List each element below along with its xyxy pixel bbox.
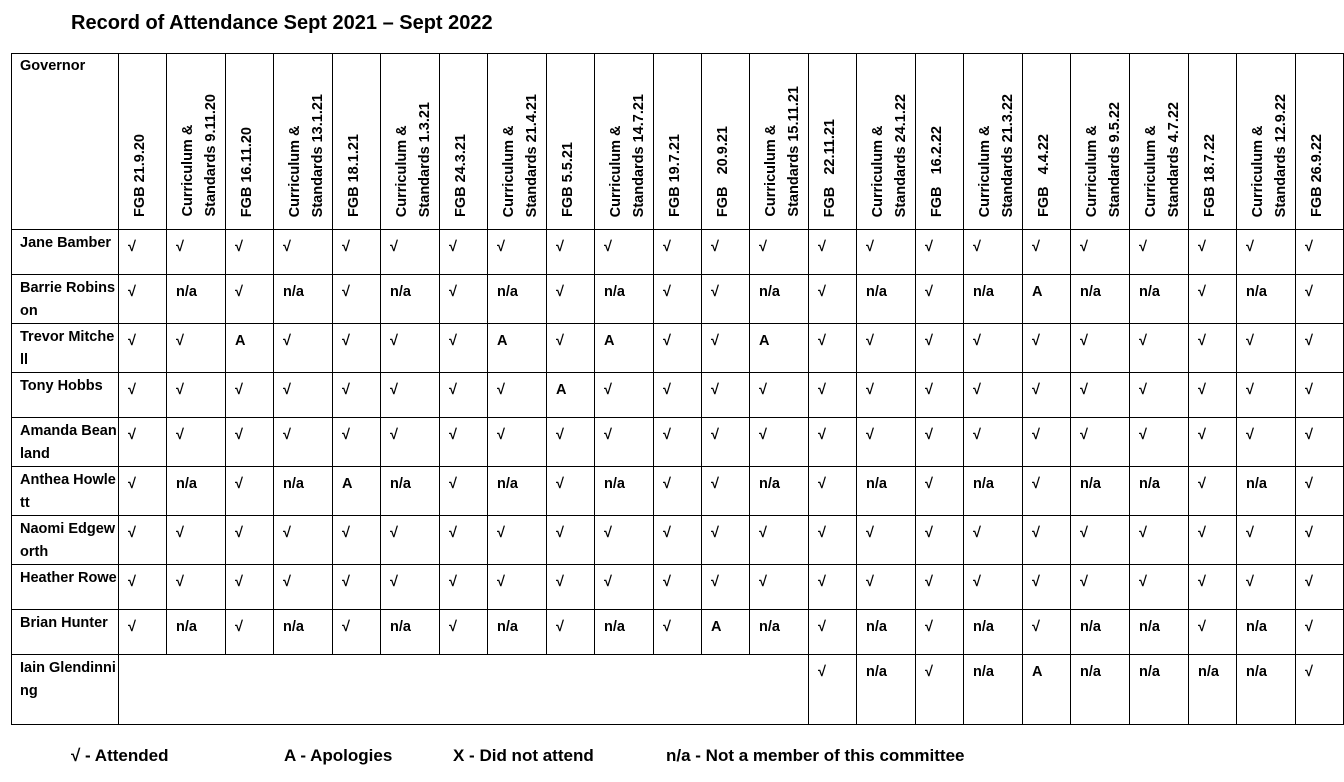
column-header xyxy=(702,54,750,230)
attendance-cell: √ xyxy=(654,610,702,655)
table-row xyxy=(12,565,1344,610)
attendance-cell: √ xyxy=(440,516,488,565)
attendance-cell: √ xyxy=(1296,565,1344,610)
column-header-label: Curriculum & Standards 9.5.22 xyxy=(1084,101,1123,217)
column-header-label: Curriculum & Standards 12.9.22 xyxy=(1250,93,1289,217)
attendance-cell: n/a xyxy=(381,610,440,655)
column-header xyxy=(1189,54,1237,230)
attendance-cell: n/a xyxy=(964,275,1023,324)
column-header-label: FGB 16.11.20 xyxy=(239,126,255,217)
attendance-cell: √ xyxy=(226,230,274,275)
column-header xyxy=(750,54,809,230)
attendance-cell: √ xyxy=(1071,418,1130,467)
attendance-cell: n/a xyxy=(595,467,654,516)
attendance-cell: √ xyxy=(440,418,488,467)
attendance-cell: √ xyxy=(857,230,916,275)
column-header-label: FGB 5.5.21 xyxy=(560,142,576,217)
column-header xyxy=(654,54,702,230)
attendance-cell: √ xyxy=(809,275,857,324)
attendance-cell: A xyxy=(1023,275,1071,324)
column-header-label: FGB 16.2.22 xyxy=(929,125,945,217)
attendance-cell: √ xyxy=(964,565,1023,610)
governor-name: Brian Hunter xyxy=(12,610,119,655)
governor-name: Barrie Robinson xyxy=(12,275,119,324)
attendance-cell: A xyxy=(333,467,381,516)
column-header-label: FGB 20.9.21 xyxy=(715,125,731,217)
attendance-cell: √ xyxy=(1071,516,1130,565)
attendance-cell: √ xyxy=(226,467,274,516)
attendance-cell: √ xyxy=(916,516,964,565)
attendance-cell: √ xyxy=(809,373,857,418)
column-header-label: FGB 24.3.21 xyxy=(453,133,469,217)
attendance-cell: √ xyxy=(1023,565,1071,610)
column-header-label: Curriculum & Standards 9.11.20 xyxy=(180,94,219,217)
column-header xyxy=(226,54,274,230)
attendance-cell: √ xyxy=(167,230,226,275)
legend-not-member: n/a - Not a member of this committee xyxy=(666,746,965,765)
column-header-label: Curriculum & Standards 24.1.22 xyxy=(870,93,909,217)
page-title: Record of Attendance Sept 2021 – Sept 2022 xyxy=(71,12,493,34)
attendance-cell: √ xyxy=(119,275,167,324)
attendance-cell: √ xyxy=(333,565,381,610)
attendance-cell: √ xyxy=(654,516,702,565)
attendance-cell: √ xyxy=(1296,324,1344,373)
attendance-cell: √ xyxy=(226,275,274,324)
attendance-cell: √ xyxy=(809,467,857,516)
attendance-cell: √ xyxy=(1189,516,1237,565)
attendance-cell: √ xyxy=(226,565,274,610)
column-header-label: Curriculum & Standards 21.3.22 xyxy=(977,93,1016,217)
attendance-cell: √ xyxy=(595,230,654,275)
attendance-cell: √ xyxy=(1189,565,1237,610)
attendance-cell: √ xyxy=(1130,565,1189,610)
column-header-label: Curriculum & Standards 4.7.22 xyxy=(1143,101,1182,217)
attendance-cell: √ xyxy=(916,230,964,275)
column-header-label: Curriculum & Standards 21.4.21 xyxy=(501,93,540,217)
attendance-cell: n/a xyxy=(1237,467,1296,516)
attendance-cell: A xyxy=(595,324,654,373)
attendance-cell: n/a xyxy=(964,467,1023,516)
attendance-cell: √ xyxy=(654,565,702,610)
attendance-cell: √ xyxy=(595,373,654,418)
attendance-cell: √ xyxy=(167,324,226,373)
attendance-cell: √ xyxy=(381,516,440,565)
attendance-cell: √ xyxy=(167,418,226,467)
attendance-cell: n/a xyxy=(750,467,809,516)
attendance-cell: √ xyxy=(1237,324,1296,373)
attendance-cell: √ xyxy=(1130,373,1189,418)
column-header xyxy=(809,54,857,230)
attendance-cell: √ xyxy=(702,373,750,418)
legend-apologies: A - Apologies xyxy=(284,746,393,765)
attendance-cell: √ xyxy=(809,610,857,655)
attendance-cell: √ xyxy=(333,610,381,655)
column-header xyxy=(547,54,595,230)
attendance-cell: n/a xyxy=(1071,610,1130,655)
attendance-cell: √ xyxy=(916,275,964,324)
table-row xyxy=(12,418,1344,467)
attendance-cell: √ xyxy=(274,324,333,373)
attendance-cell: n/a xyxy=(167,610,226,655)
attendance-cell: n/a xyxy=(857,610,916,655)
attendance-cell: n/a xyxy=(857,655,916,725)
attendance-cell: √ xyxy=(1071,565,1130,610)
attendance-cell: √ xyxy=(1237,516,1296,565)
attendance-cell: √ xyxy=(1237,373,1296,418)
attendance-cell: n/a xyxy=(488,610,547,655)
attendance-cell: √ xyxy=(1237,418,1296,467)
attendance-cell: √ xyxy=(440,373,488,418)
attendance-cell: n/a xyxy=(488,467,547,516)
attendance-cell: n/a xyxy=(488,275,547,324)
attendance-cell: √ xyxy=(547,275,595,324)
attendance-cell: √ xyxy=(809,230,857,275)
attendance-cell: √ xyxy=(1023,516,1071,565)
governor-column-header: Governor xyxy=(12,54,119,230)
attendance-cell: √ xyxy=(1023,467,1071,516)
column-header-label: FGB 26.9.22 xyxy=(1309,133,1325,217)
attendance-cell: n/a xyxy=(1130,610,1189,655)
attendance-cell: √ xyxy=(702,516,750,565)
attendance-cell: √ xyxy=(809,565,857,610)
attendance-cell: √ xyxy=(1189,467,1237,516)
attendance-cell: n/a xyxy=(1189,655,1237,725)
attendance-cell: √ xyxy=(547,324,595,373)
attendance-cell: √ xyxy=(119,230,167,275)
attendance-cell: √ xyxy=(226,373,274,418)
attendance-cell: A xyxy=(750,324,809,373)
attendance-cell: √ xyxy=(119,324,167,373)
attendance-cell: √ xyxy=(333,373,381,418)
column-header-label: Curriculum & Standards 14.7.21 xyxy=(608,93,647,217)
attendance-cell: √ xyxy=(1296,275,1344,324)
attendance-cell: A xyxy=(702,610,750,655)
attendance-cell: √ xyxy=(595,565,654,610)
attendance-cell: n/a xyxy=(274,610,333,655)
column-header-label: Curriculum & Standards 13.1.21 xyxy=(287,93,326,217)
attendance-cell: √ xyxy=(1023,610,1071,655)
attendance-cell: √ xyxy=(750,565,809,610)
attendance-cell: √ xyxy=(440,275,488,324)
attendance-cell: √ xyxy=(809,324,857,373)
attendance-cell: √ xyxy=(119,565,167,610)
attendance-cell: √ xyxy=(547,418,595,467)
column-header xyxy=(119,54,167,230)
attendance-cell: √ xyxy=(119,373,167,418)
attendance-cell: √ xyxy=(916,467,964,516)
column-header xyxy=(488,54,547,230)
attendance-cell: √ xyxy=(1237,565,1296,610)
attendance-cell: √ xyxy=(381,324,440,373)
attendance-cell: √ xyxy=(857,373,916,418)
attendance-cell: √ xyxy=(1130,230,1189,275)
column-header xyxy=(333,54,381,230)
attendance-cell: √ xyxy=(167,565,226,610)
attendance-cell: √ xyxy=(964,324,1023,373)
attendance-cell: √ xyxy=(1296,230,1344,275)
attendance-cell: √ xyxy=(809,418,857,467)
attendance-cell: n/a xyxy=(1071,467,1130,516)
attendance-cell: √ xyxy=(440,324,488,373)
attendance-cell: n/a xyxy=(1071,655,1130,725)
attendance-cell: n/a xyxy=(1130,655,1189,725)
attendance-cell: √ xyxy=(1130,418,1189,467)
attendance-cell: √ xyxy=(964,516,1023,565)
attendance-cell: √ xyxy=(333,275,381,324)
attendance-cell: n/a xyxy=(595,275,654,324)
column-header-label: FGB 19.7.21 xyxy=(667,133,683,217)
attendance-cell: √ xyxy=(702,467,750,516)
column-header xyxy=(595,54,654,230)
attendance-cell: √ xyxy=(702,418,750,467)
attendance-cell: n/a xyxy=(381,275,440,324)
table-row xyxy=(12,516,1344,565)
attendance-cell: √ xyxy=(333,230,381,275)
attendance-cell: √ xyxy=(1023,230,1071,275)
attendance-cell: √ xyxy=(440,610,488,655)
attendance-cell: √ xyxy=(750,373,809,418)
attendance-cell: √ xyxy=(1189,324,1237,373)
column-header xyxy=(964,54,1023,230)
attendance-cell: √ xyxy=(547,610,595,655)
governor-name: Trevor Mitchell xyxy=(12,324,119,373)
attendance-cell: √ xyxy=(916,610,964,655)
attendance-cell: √ xyxy=(1189,230,1237,275)
table-row xyxy=(12,655,1344,725)
column-header-label: FGB 18.1.21 xyxy=(346,133,362,217)
governor-name: Heather Rowe xyxy=(12,565,119,610)
column-header xyxy=(274,54,333,230)
attendance-cell: √ xyxy=(916,418,964,467)
attendance-cell: n/a xyxy=(750,610,809,655)
column-header xyxy=(440,54,488,230)
attendance-cell: √ xyxy=(654,230,702,275)
attendance-cell: √ xyxy=(1189,275,1237,324)
attendance-cell: n/a xyxy=(1130,275,1189,324)
attendance-cell: √ xyxy=(488,373,547,418)
attendance-cell: √ xyxy=(1237,230,1296,275)
attendance-cell: n/a xyxy=(964,610,1023,655)
attendance-cell: √ xyxy=(333,418,381,467)
table-row xyxy=(12,324,1344,373)
attendance-cell: √ xyxy=(595,516,654,565)
attendance-cell: √ xyxy=(1189,418,1237,467)
attendance-cell: √ xyxy=(119,418,167,467)
attendance-cell: √ xyxy=(964,418,1023,467)
attendance-cell: A xyxy=(547,373,595,418)
attendance-cell: √ xyxy=(1023,373,1071,418)
attendance-cell: √ xyxy=(595,418,654,467)
column-header-label: FGB 21.9.20 xyxy=(132,133,148,217)
attendance-cell: √ xyxy=(1130,324,1189,373)
column-header xyxy=(1071,54,1130,230)
attendance-cell: √ xyxy=(488,516,547,565)
attendance-cell: n/a xyxy=(274,275,333,324)
attendance-cell: √ xyxy=(274,230,333,275)
attendance-cell: √ xyxy=(381,565,440,610)
attendance-cell: √ xyxy=(547,230,595,275)
attendance-cell: √ xyxy=(119,516,167,565)
column-header-label: Curriculum & Standards 1.3.21 xyxy=(394,101,433,217)
attendance-cell: √ xyxy=(750,516,809,565)
attendance-cell: √ xyxy=(488,418,547,467)
attendance-cell: n/a xyxy=(167,275,226,324)
governor-name: Tony Hobbs xyxy=(12,373,119,418)
attendance-cell: √ xyxy=(167,516,226,565)
attendance-cell: √ xyxy=(167,373,226,418)
attendance-cell: √ xyxy=(547,565,595,610)
attendance-cell: √ xyxy=(226,610,274,655)
attendance-cell: √ xyxy=(857,418,916,467)
table-row xyxy=(12,373,1344,418)
attendance-cell: √ xyxy=(964,230,1023,275)
attendance-cell: √ xyxy=(654,373,702,418)
attendance-cell: √ xyxy=(1296,373,1344,418)
attendance-cell: √ xyxy=(333,516,381,565)
attendance-cell: √ xyxy=(750,418,809,467)
attendance-cell: √ xyxy=(547,467,595,516)
attendance-cell: √ xyxy=(381,230,440,275)
attendance-cell: √ xyxy=(857,516,916,565)
attendance-cell: √ xyxy=(964,373,1023,418)
attendance-cell: √ xyxy=(274,418,333,467)
attendance-cell: n/a xyxy=(1237,655,1296,725)
governor-name: Naomi Edgeworth xyxy=(12,516,119,565)
attendance-cell: A xyxy=(488,324,547,373)
attendance-cell: n/a xyxy=(750,275,809,324)
attendance-cell: n/a xyxy=(1237,275,1296,324)
column-header-label: FGB 18.7.22 xyxy=(1202,133,1218,217)
attendance-cell: √ xyxy=(333,324,381,373)
column-header xyxy=(167,54,226,230)
attendance-table xyxy=(11,53,1344,725)
attendance-cell: n/a xyxy=(1071,275,1130,324)
legend-attended: √ - Attended xyxy=(71,746,169,765)
attendance-cell: √ xyxy=(1189,373,1237,418)
attendance-cell: √ xyxy=(1296,610,1344,655)
attendance-cell: n/a xyxy=(857,467,916,516)
attendance-cell: √ xyxy=(654,275,702,324)
attendance-cell: √ xyxy=(916,565,964,610)
attendance-cell: √ xyxy=(750,230,809,275)
column-header xyxy=(381,54,440,230)
column-header-label: FGB 22.11.21 xyxy=(822,118,838,217)
attendance-cell: √ xyxy=(1023,324,1071,373)
attendance-cell: n/a xyxy=(857,275,916,324)
attendance-cell: n/a xyxy=(1130,467,1189,516)
table-row xyxy=(12,275,1344,324)
column-header xyxy=(1130,54,1189,230)
attendance-cell: √ xyxy=(702,565,750,610)
table-row xyxy=(12,610,1344,655)
attendance-cell: √ xyxy=(857,565,916,610)
governor-name: Anthea Howlett xyxy=(12,467,119,516)
attendance-cell: √ xyxy=(488,565,547,610)
attendance-cell: A xyxy=(1023,655,1071,725)
attendance-cell: √ xyxy=(916,324,964,373)
attendance-cell: A xyxy=(226,324,274,373)
column-header xyxy=(916,54,964,230)
attendance-cell: √ xyxy=(654,467,702,516)
attendance-cell: √ xyxy=(1296,655,1344,725)
attendance-cell: √ xyxy=(274,373,333,418)
column-header-label: FGB 4.4.22 xyxy=(1036,133,1052,217)
column-header xyxy=(1296,54,1344,230)
attendance-cell: √ xyxy=(1296,516,1344,565)
attendance-cell: n/a xyxy=(964,655,1023,725)
attendance-cell: √ xyxy=(226,516,274,565)
attendance-cell: √ xyxy=(702,324,750,373)
attendance-cell: n/a xyxy=(1237,610,1296,655)
attendance-cell: √ xyxy=(547,516,595,565)
header-row xyxy=(12,54,1344,230)
attendance-cell: n/a xyxy=(595,610,654,655)
attendance-cell: √ xyxy=(1023,418,1071,467)
attendance-cell: √ xyxy=(274,516,333,565)
column-header xyxy=(857,54,916,230)
attendance-cell: √ xyxy=(702,275,750,324)
table-row xyxy=(12,230,1344,275)
attendance-cell: √ xyxy=(654,418,702,467)
attendance-cell: √ xyxy=(274,565,333,610)
attendance-cell: √ xyxy=(1071,373,1130,418)
attendance-cell: n/a xyxy=(381,467,440,516)
attendance-cell: √ xyxy=(916,655,964,725)
legend xyxy=(0,746,1344,770)
governor-name: Amanda Beanland xyxy=(12,418,119,467)
attendance-cell: √ xyxy=(1296,467,1344,516)
column-header xyxy=(1023,54,1071,230)
governor-name: Iain Glendinning xyxy=(12,655,119,725)
attendance-cell: √ xyxy=(857,324,916,373)
column-header xyxy=(1237,54,1296,230)
attendance-cell: √ xyxy=(119,610,167,655)
attendance-cell: √ xyxy=(226,418,274,467)
attendance-cell: √ xyxy=(119,467,167,516)
attendance-cell: √ xyxy=(1130,516,1189,565)
legend-did-not-attend: X - Did not attend xyxy=(453,746,594,765)
attendance-cell: √ xyxy=(1296,418,1344,467)
attendance-cell: √ xyxy=(381,418,440,467)
attendance-cell: √ xyxy=(1071,324,1130,373)
governor-name: Jane Bamber xyxy=(12,230,119,275)
attendance-cell: √ xyxy=(809,516,857,565)
attendance-cell: √ xyxy=(381,373,440,418)
attendance-cell: √ xyxy=(440,230,488,275)
attendance-cell: √ xyxy=(916,373,964,418)
attendance-cell: √ xyxy=(440,467,488,516)
table-row xyxy=(12,467,1344,516)
column-header-label: Curriculum & Standards 15.11.21 xyxy=(763,86,802,217)
attendance-cell: √ xyxy=(809,655,857,725)
attendance-cell: √ xyxy=(488,230,547,275)
attendance-cell: n/a xyxy=(274,467,333,516)
attendance-cell: n/a xyxy=(167,467,226,516)
attendance-cell: √ xyxy=(440,565,488,610)
attendance-cell: √ xyxy=(1071,230,1130,275)
attendance-cell: √ xyxy=(702,230,750,275)
attendance-cell: √ xyxy=(1189,610,1237,655)
empty-cell xyxy=(119,655,809,725)
attendance-cell: √ xyxy=(654,324,702,373)
